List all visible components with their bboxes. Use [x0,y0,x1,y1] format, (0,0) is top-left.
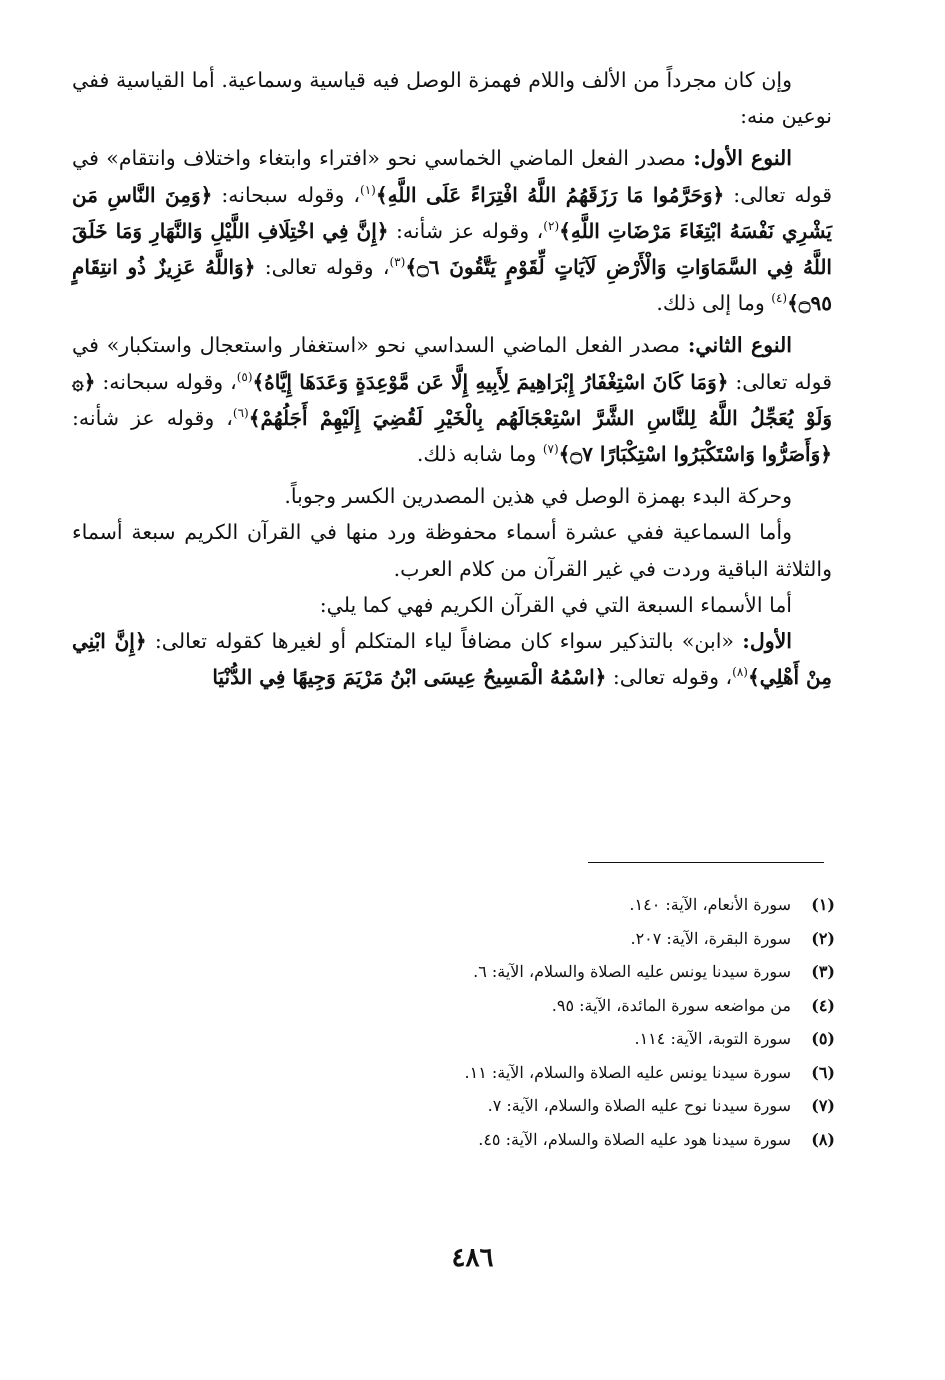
footnote-text: سورة سيدنا يونس عليه الصلاة والسلام، الآية: ١١. [464,1062,791,1082]
quran-verse: ﴿إِنَّ فِي اخْتِلَافِ اللَّيْلِ وَالنَّهَارِ وَمَا خَلَقَ اللَّهُ فِي السَّمَاوَاتِ وَالْأَرْضِ لَآيَاتٍ لِّقَوْمٍ يَتَّقُونَ ۝٦﴾ [72,218,832,280]
footnote-item [100,888,835,922]
footnote-number: (٤) [811,995,835,1015]
text-segment: مصدر الفعل الماضي الخماسي نحو «افتراء وابتغاء واختلاف وانتقام» في قوله تعالى: [72,146,833,207]
paragraph-intro: وإن كان مجرداً من الألف واللام فهمزة الوصل فيه قياسية وسماعية. أما القياسية ففي نوعين منه: [72,68,832,129]
footnotes [100,888,835,1156]
quran-verse: ﴿وَأَصَرُّوا وَاسْتَكْبَرُوا اسْتِكْبَارًا ۝٧﴾ [558,442,832,467]
paragraph-vowel-rule: وحركة البدء بهمزة الوصل في هذين المصدرين الكسر وجوباً. [284,484,792,509]
text-segment: ، وقوله سبحانه: [212,182,361,207]
quran-verse: ﴿وَاللَّهُ عَزِيزٌ ذُو انتِقَامٍ ۝٩٥﴾ [72,255,832,316]
paragraph-second-type [72,327,832,472]
footnote-ref: (٤) [771,291,788,306]
quran-verse: ﴿وَمِنَ النَّاسِ مَن يَشْرِي نَفْسَهُ ابْتِغَاءَ مَرْضَاتِ اللَّهِ﴾ [72,182,832,243]
text-segment: وما شابه ذلك. [416,442,543,467]
footnote-text: سورة التوبة، الآية: ١١٤. [634,1029,791,1048]
paragraph-first-name [72,623,832,695]
footnote-ref: (٢) [543,218,560,233]
footnote-number: (٧) [811,1096,835,1115]
footnote-item [100,989,835,1023]
footnote-item [100,922,835,956]
footnote-text: سورة سيدنا هود عليه الصلاة والسلام، الآية: ٤٥. [478,1129,791,1149]
text-segment: ، وقوله عز شأنه: [388,218,544,243]
paragraph-first-type [72,140,832,321]
footnote-ref: (٨) [732,665,748,680]
footnote-number: (٢) [811,928,835,948]
text-segment: مصدر الفعل الماضي السداسي نحو «استغفار واستعجال واستكبار» في قوله تعالى: [72,333,832,394]
main-text [72,62,832,695]
footnote-text: سورة البقرة، الآية: ٢٠٧. [630,928,791,948]
footnote-item [100,1123,835,1157]
text-segment: ، وقوله تعالى: [606,665,733,690]
footnote-text: سورة الأنعام، الآية: ١٤٠. [629,895,791,914]
heading-first-name: الأول: [742,629,792,654]
footnote-text: سورة سيدنا نوح عليه الصلاة والسلام، الآية: ٧. [487,1096,791,1115]
footnote-text: من مواضعه سورة المائدة، الآية: ٩٥. [551,995,791,1015]
footnote-ref: (٧) [542,442,559,457]
paragraph-seven-names: أما الأسماء السبعة التي في القرآن الكريم فهي كما يلي: [319,592,792,617]
footnote-separator [588,862,824,863]
footnote-number: (٨) [811,1129,835,1149]
quran-verse: ﴿۞ وَلَوْ يُعَجِّلُ اللَّهُ لِلنَّاسِ الشَّرَّ اسْتِعْجَالَهُم بِالْخَيْرِ لَقُضِيَ إِلَيْهِمْ أَجَلُهُمْ﴾ [72,369,832,430]
quran-verse: ﴿وَمَا كَانَ اسْتِغْفَارُ إِبْرَاهِيمَ لِأَبِيهِ إِلَّا عَن مَّوْعِدَةٍ وَعَدَهَا إِيَّاهُ﴾ [252,369,729,394]
footnote-ref: (٦) [232,406,249,420]
footnote-item [100,1056,835,1090]
quran-verse: ﴿إِنَّ ابْنِي مِنْ أَهْلِي﴾ [72,629,832,690]
text-segment: ، وقوله سبحانه: [95,369,237,394]
footnote-text: سورة سيدنا يونس عليه الصلاة والسلام، الآية: ٦. [473,962,791,981]
text-segment: «ابن» بالتذكير سواء كان مضافاً لياء المتكلم أو لغيرها كقوله تعالى: [146,629,743,654]
footnote-number: (٣) [811,962,835,981]
footnote-item [100,1089,835,1123]
text-segment: ، وقوله عز شأنه: [72,405,233,430]
heading-first-type: النوع الأول: [693,146,792,171]
footnote-number: (٥) [811,1029,835,1048]
quran-verse: ﴿وَحَرَّمُوا مَا رَزَقَهُمُ اللَّهُ افْتِرَاءً عَلَى اللَّهِ﴾ [375,182,725,207]
footnote-number: (٦) [811,1062,835,1082]
footnote-ref: (٥) [236,369,253,384]
quran-verse: ﴿اسْمُهُ الْمَسِيحُ عِيسَى ابْنُ مَرْيَمَ وَجِيهًا فِي الدُّنْيَا [212,665,607,690]
paragraph-samaiya: وأما السماعية ففي عشرة أسماء محفوظة ورد منها في القرآن الكريم سبعة أسماء والثلاثة الباقية وردت في غير القرآن من كلام العرب. [72,520,832,581]
text-segment: وما إلى ذلك. [656,291,772,316]
page-number: ٤٨٦ [451,1243,494,1273]
footnote-number: (١) [811,895,835,914]
footnote-ref: (٣) [389,255,406,270]
footnote-ref: (١) [360,182,376,197]
footnote-item [100,1022,835,1056]
heading-second-type: النوع الثاني: [687,333,792,358]
footnote-item [100,955,835,989]
text-segment: ، وقوله تعالى: [255,255,390,280]
